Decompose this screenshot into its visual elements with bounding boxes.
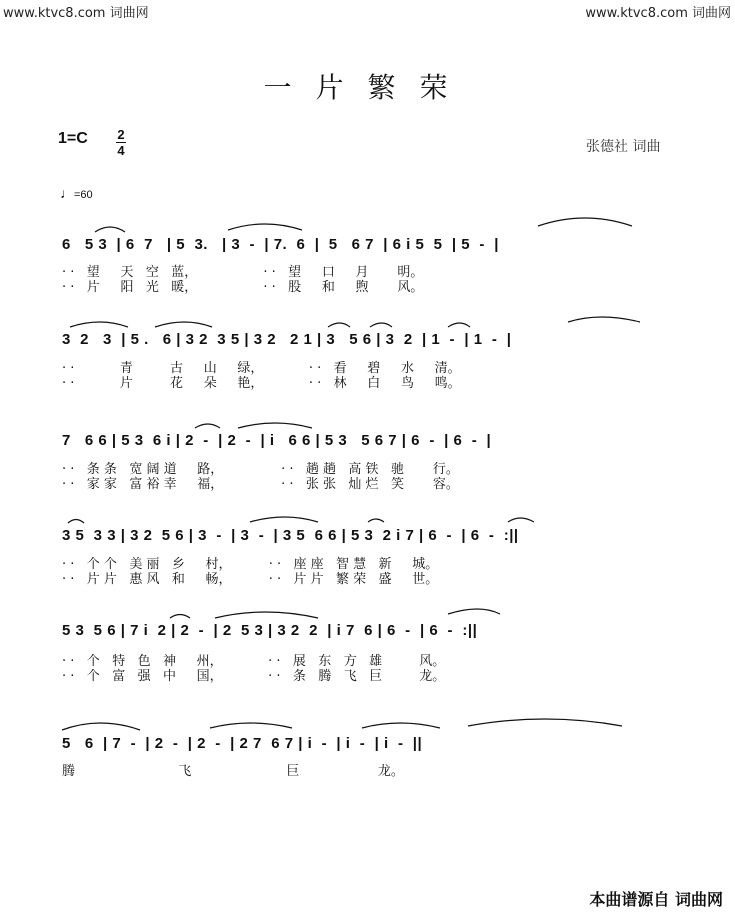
footer-source: 本曲谱源自 词曲网	[589, 890, 723, 909]
slur-mark	[538, 218, 632, 226]
lyric-line: · · 个 个 美 丽 乡 村， · · 座 座 智 慧 新 城。	[62, 557, 439, 572]
notation-row: 7 6 6 | 5 3 6 i | 2 - | 2 - | i 6 6 | 5 3 5 6 7 | 6 - | 6 - |	[62, 432, 492, 449]
slur-mark	[195, 424, 220, 428]
lyric-line: · · 个 特 色 神 州， · · 展 东 方 雄 风。	[62, 654, 446, 669]
credits: 张德社 词曲	[586, 139, 661, 155]
song-title: 一片繁荣	[263, 71, 472, 104]
slur-mark	[210, 723, 292, 728]
time-signature-bottom: 4	[117, 143, 125, 158]
lyric-line: · · 片 阳 光 暖， · · 股 和 煦 风。	[62, 280, 424, 295]
tempo-marking	[60, 185, 93, 201]
slur-mark	[568, 317, 640, 322]
slur-mark	[155, 322, 212, 327]
slur-mark	[508, 518, 534, 522]
key-signature: 1=C	[58, 130, 88, 147]
notation-row: 3 5 3 3 | 3 2 5 6 | 3 - | 3 - | 3 5 6 6 | 5 3 2 i 7 | 6 - | 6 - :||	[62, 527, 519, 544]
lyric-line: · · 个 富 强 中 国， · · 条 腾 飞 巨 龙。	[62, 669, 446, 684]
slur-mark	[228, 224, 302, 230]
tempo-value: =60	[74, 189, 93, 201]
lyric-line: · · 片 花 朵 艳， · · 林 白 鸟 鸣。	[62, 376, 461, 391]
slur-mark	[328, 323, 350, 327]
slur-mark	[448, 323, 470, 327]
slur-mark	[368, 519, 384, 522]
notation-row: 6 5 3 | 6 7 | 5 3. | 3 - | 7. 6 | 5 6 7 | 6 i 5 5 | 5 - |	[62, 236, 499, 253]
slur-mark	[238, 423, 312, 428]
lyric-line: 腾 飞 巨 龙。	[62, 764, 404, 779]
lyric-line: · · 家 家 富 裕 幸 福， · · 张 张 灿 烂 笑 容。	[62, 477, 459, 492]
slur-mark	[448, 609, 500, 614]
site-watermark-right: www.ktvc8.com 词曲网	[585, 6, 731, 21]
lyric-line: · · 条 条 宽 阔 道 路， · · 趟 趟 高 铁 驰 行。	[62, 462, 459, 477]
notation-row: 5 3 5 6 | 7 i 2 | 2 - | 2 5 3 | 3 2 2 | i 7 6 | 6 - | 6 - :||	[62, 622, 478, 639]
notation-row: 5 6 | 7 - | 2 - | 2 - | 2 7 6 7 | i - | i - | i - ||	[62, 735, 423, 752]
slur-mark	[468, 719, 622, 726]
slur-mark	[362, 723, 440, 728]
notation-row: 3 2 3 | 5 . 6 | 3 2 3 5 | 3 2 2 1 | 3 5 6 | 3 2 | 1 - | 1 - |	[62, 331, 512, 348]
slur-mark	[370, 323, 392, 327]
slur-mark	[62, 723, 140, 730]
time-signature	[116, 128, 126, 157]
slur-mark	[95, 227, 125, 232]
slur-mark	[215, 612, 318, 618]
slur-mark	[250, 517, 318, 522]
time-signature-top: 2	[117, 127, 125, 142]
lyric-line: · · 青 古 山 绿， · · 看 碧 水 清。	[62, 361, 461, 376]
slur-mark	[70, 322, 128, 327]
site-watermark-left: www.ktvc8.com 词曲网	[3, 6, 149, 21]
quarter-note-icon: ♩	[60, 185, 74, 201]
lyric-line: · · 望 天 空 蓝， · · 望 口 月 明。	[62, 265, 424, 280]
lyric-line: · · 片 片 惠 风 和 畅， · · 片 片 繁 荣 盛 世。	[62, 572, 439, 587]
slur-mark	[68, 520, 84, 524]
slur-mark	[170, 615, 190, 619]
